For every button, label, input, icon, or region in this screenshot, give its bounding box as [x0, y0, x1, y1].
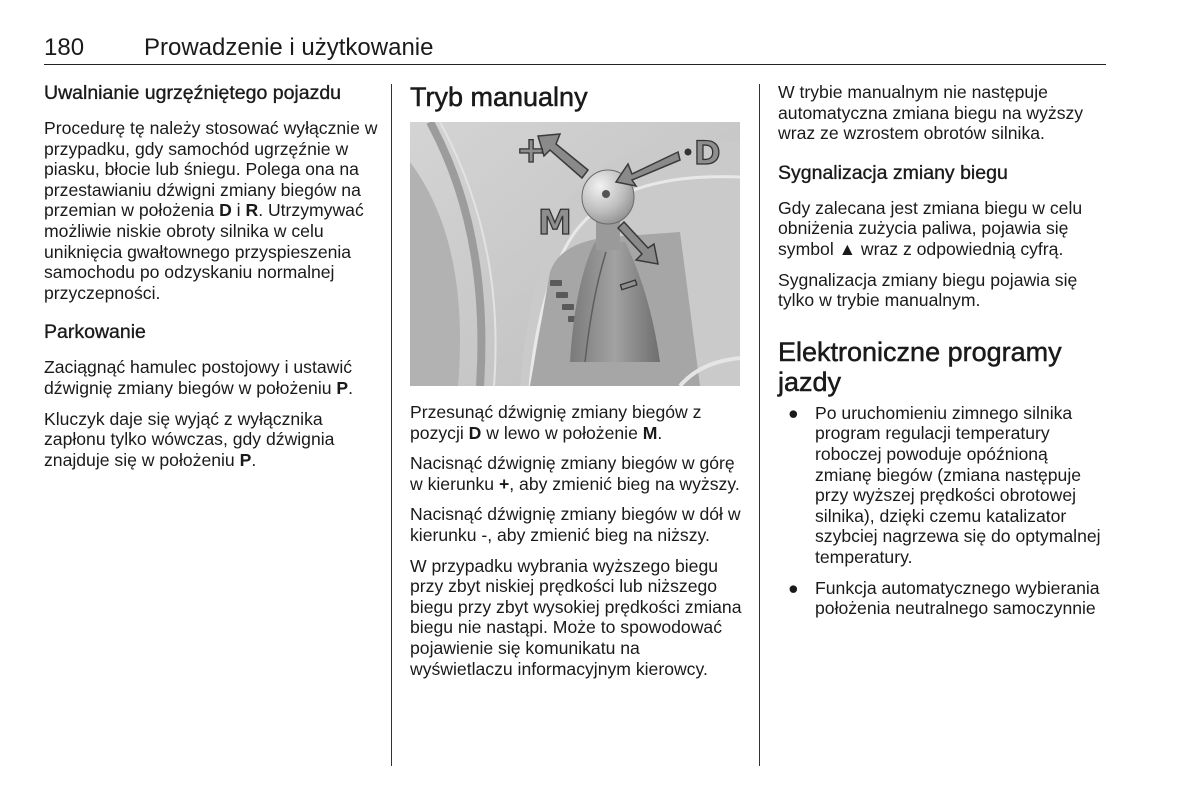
paragraph-downshift: Nacisnąć dźwignię zmiany biegów w dół w kierunku -, aby zmienić bieg na niższy. [410, 504, 741, 545]
paragraph-move-to-m: Przesunąć dźwignię zmiany biegów z pozycji D w lewo w położenie M. [410, 402, 702, 443]
paragraph-shift-not-possible: W przypadku wybrania wyższego biegu przy zbyt niskiej prędkości lub niższego biegu przy zbyt wysokiej prędkości zmiana biegu nie nastąpi. Może to spowodować pojawienie się komunikatu na wyświetlaczu informacyjnym kierowcy. [410, 555, 742, 679]
paragraph-shift-recommendation: Gdy zalecana jest zmiana biegu w celu obniżenia zużycia paliwa, pojawia się symbol ▲ wraz z odpowiednią cyfrą. [778, 197, 1083, 259]
label-plus: + [516, 130, 547, 171]
label-d: D [694, 134, 721, 172]
heading-manual-mode: Tryb manualny [410, 82, 588, 112]
heading-parking: Parkowanie [44, 321, 146, 344]
label-minus: – [611, 257, 645, 308]
label-m: M [538, 203, 572, 243]
paragraph-indication-manual-only: Sygnalizacja zmiany biegu pojawia się tylko w trybie manualnym. [778, 269, 1078, 311]
page-header [44, 34, 1106, 65]
column-middle [410, 82, 742, 689]
paragraph-unsticking: Procedurę tę należy stosować wyłącznie w przypadku, gdy samochód ugrzęźnie w piasku, błocie lub śniegu. Polega ona na przestawianiu dźwigni zmiany biegów na przemian w położenia D i R. Utrzymywać możliwie niskie obroty silnika w celu uniknięcia gwałtownego przyspieszenia samochodu po odzyskaniu normalnej przyczepności. [44, 118, 378, 303]
list-item: ● Funkcja automatycznego wybierania położenia neutralnego samoczynnie [788, 577, 1100, 619]
section-title: Prowadzenie i użytkowanie [144, 34, 434, 61]
gear-lever-illustration [410, 122, 740, 386]
column-divider-right [759, 84, 760, 766]
bullet-dot: ● [788, 402, 799, 423]
column-right [778, 82, 1106, 629]
heading-electronic-programs: Elektroniczne programy jazdy [778, 336, 1062, 397]
list-item: ● Po uruchomieniu zimnego silnika program regulacji temperatury roboczej powoduje opóźnioną zmianę biegów (zmiana następuje przy wyższej prędkości obrotowej silnika), dzięki czemu katalizator szybciej nagrzewa się do optymalnej temperatury. [788, 402, 1101, 567]
paragraph-upshift: Nacisnąć dźwignię zmiany biegów w górę w kierunku +, aby zmienić bieg na wyższy. [410, 453, 740, 494]
heading-shift-indication: Sygnalizacja zmiany biegu [778, 161, 1008, 184]
bullet-dot: ● [788, 577, 799, 598]
bullet-list [778, 403, 1106, 619]
paragraph-key-removal: Kluczyk daje się wyjąć z wyłącznika zapłonu tylko wówczas, gdy dźwignia znajduje się w położeniu P. [44, 408, 335, 470]
paragraph-no-auto-upshift: W trybie manualnym nie następuje automatyczna zmiana biegu na wyższy wraz ze wzrostem obrotów silnika. [778, 82, 1084, 144]
page-number: 180 [44, 34, 85, 61]
column-left [44, 82, 380, 480]
paragraph-parking-brake: Zaciągnąć hamulec postojowy i ustawić dźwignię zmiany biegów w położeniu P. [44, 357, 354, 398]
column-divider-left [391, 84, 392, 766]
heading-unsticking-vehicle: Uwalnianie ugrzęźniętego pojazdu [44, 82, 342, 104]
